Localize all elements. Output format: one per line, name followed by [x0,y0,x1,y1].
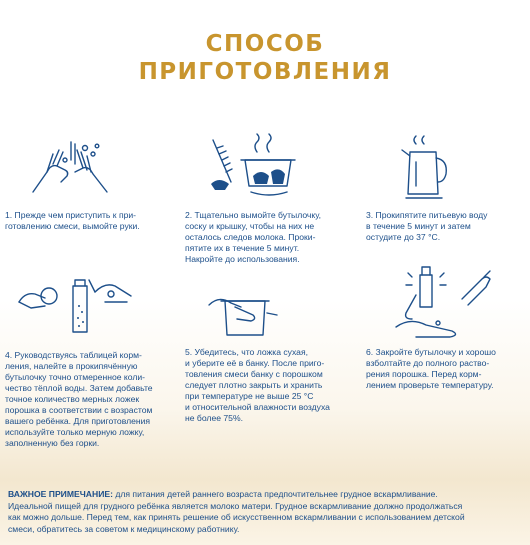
shake-bottle-icon [386,255,496,345]
step-5 [185,285,345,435]
note-label: ВАЖНОЕ ПРИМЕЧАНИЕ: [8,489,113,499]
step-5-text: 5. Убедитесь, что ложка сухая, и уберите её в банку. После приго- товления смеси банку с порошком следует плотно закрыть и хранить при температуре не выше 25 °С и относительной влажности воздуха не более 75%. [185,347,330,423]
kettle-icon [396,132,456,204]
step-3 [366,132,526,252]
title-line-1: СПОСОБ [205,31,325,57]
step-1-text: 1. Прежде чем приступить к при- готовлению смеси, вымойте руки. [5,210,140,231]
note-text: для питания детей раннего возраста предпочтительнее грудное вскармливание. Идеальной пищей для грудного ребёнка является молоко матери. Грудное вскармливание должно продолжаться как можно дольше. Перед тем, как принять решение об искусственном вскармливании с использованием детской смеси, обратитесь за советом к медицинскому работнику. [8,489,465,534]
step-6-text: 6. Закройте бутылочку и хорошо взболтайте до полного раство- рения порошка. Перед корм- лением проверьте температуру. [366,347,496,390]
step-4 [5,272,165,452]
important-note [8,489,523,535]
step-1 [5,140,165,250]
step-3-text: 3. Прокипятите питьевую воду в течение 5 минут и затем остудите до 37 °С. [366,210,488,242]
step-2 [185,132,345,272]
hand-washing-icon [25,140,115,200]
page-title [0,30,530,86]
step-4-text: 4. Руководствуясь таблицей корм- ления, налейте в прокипячённую бутылочку точно отмеренное коли- чество тёплой воды. Затем добавьте точное количество мерных ложек порошка в соответствии с возрастом вашего ребёнка. Для приготовления используйте только мерную ложку, заполненную без горки. [5,350,153,448]
scoop-in-can-icon [205,285,285,340]
step-6 [366,255,526,435]
pouring-water-icon [15,272,135,342]
bottle-brush-icon [195,132,315,204]
step-2-text: 2. Тщательно вымойте бутылочку, соску и крышку, чтобы на них не осталось следов молока. Проки- пятите их в течение 5 минут. Накройте до использования. [185,210,322,264]
title-line-2: ПРИГОТОВЛЕНИЯ [138,59,392,85]
